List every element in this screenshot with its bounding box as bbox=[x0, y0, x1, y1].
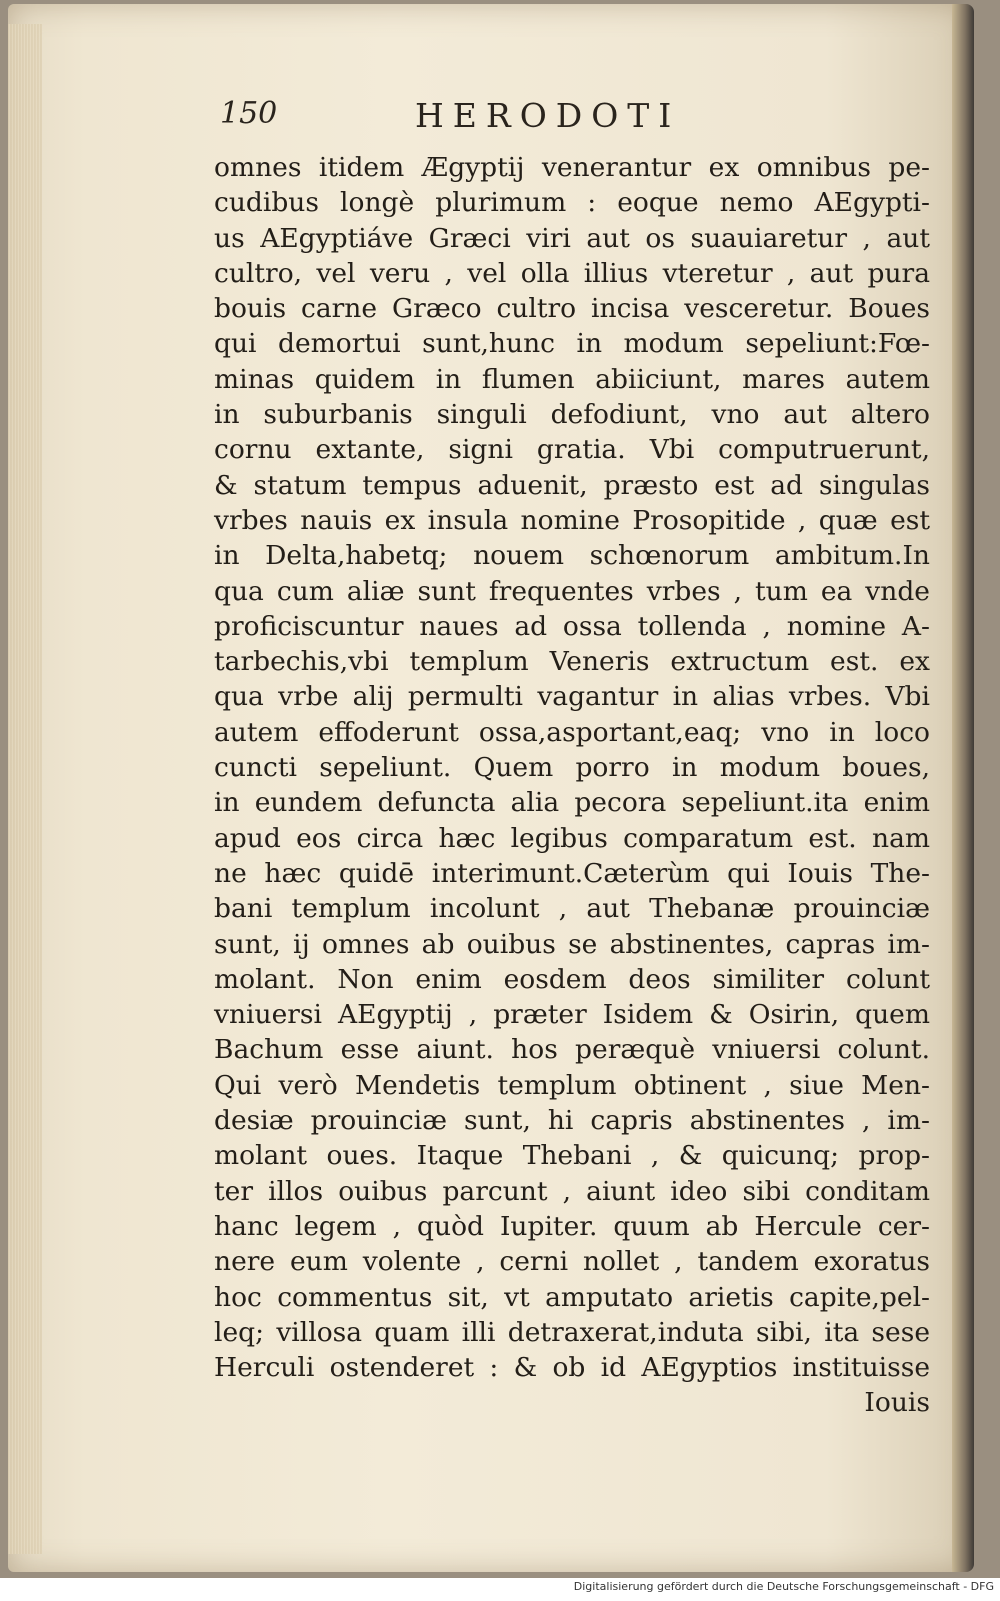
text-line: omnes itidem Ægyptij venerantur ex omnibus pe- bbox=[214, 152, 930, 183]
text-line: bouis carne Græco cultro incisa vesceretur. Boues bbox=[214, 293, 930, 325]
text-line: qua vrbe alij permulti vagantur in alias vrbes. Vbi bbox=[214, 681, 930, 713]
text-line: nere eum volente , cerni nollet , tandem exoratus bbox=[214, 1246, 930, 1278]
text-line: molant. Non enim eosdem deos similiter colunt bbox=[214, 963, 930, 995]
catchword: Iouis bbox=[864, 1387, 930, 1419]
text-line: qui demortui sunt,hunc in modum sepeliunt:Fœ- bbox=[214, 328, 930, 360]
text-line: us AEgyptiáve Græci viri aut os suauiaretur , aut bbox=[214, 222, 930, 254]
text-line: cultro, vel veru , vel olla illius vteretur , aut pura bbox=[214, 257, 930, 289]
text-line: desiæ prouinciæ sunt, hi capris abstinentes , im- bbox=[214, 1105, 930, 1137]
text-line: sunt, ij omnes ab ouibus se abstinentes, capras im- bbox=[214, 928, 930, 960]
text-line: in suburbanis singuli defodiunt, vno aut altero bbox=[214, 399, 930, 431]
running-title: HERODOTI bbox=[415, 96, 681, 135]
text-line: Qui verò Mendetis templum obtinent , siue Men- bbox=[214, 1069, 930, 1101]
text-line: & statum tempus aduenit, præsto est ad singulas bbox=[214, 469, 930, 501]
text-line: Herculi ostenderet : & ob id AEgyptios instituisse bbox=[214, 1352, 930, 1384]
text-line: apud eos circa hæc legibus comparatum est. nam bbox=[214, 822, 930, 854]
text-line: cuncti sepeliunt. Quem porro in modum boues, bbox=[214, 752, 930, 784]
binding-gutter bbox=[952, 4, 974, 1572]
text-line: molant oues. Itaque Thebani , & quicunq; prop- bbox=[214, 1140, 930, 1172]
running-head bbox=[200, 96, 940, 140]
text-line: hanc legem , quòd Iupiter. quum ab Hercule cer- bbox=[214, 1210, 930, 1242]
body-text bbox=[214, 150, 930, 1421]
text-line: minas quidem in flumen abiiciunt, mares autem bbox=[214, 363, 930, 395]
digitization-credit: Digitalisierung gefördert durch die Deutsche Forschungsgemeinschaft - DFG bbox=[573, 1580, 994, 1593]
text-line: cudibus longè plurimum : eoque nemo AEgypti- bbox=[214, 187, 930, 219]
text-line: in Delta,habetq; nouem schœnorum ambitum.In bbox=[214, 540, 930, 572]
text-line: tarbechis,vbi templum Veneris extructum est. ex bbox=[214, 646, 930, 678]
text-line: Bachum esse aiunt. hos peræquè vniuersi colunt. bbox=[214, 1034, 930, 1066]
page-stack-left-edge bbox=[8, 24, 42, 1554]
text-line: vrbes nauis ex insula nomine Prosopitide , quæ est bbox=[214, 504, 930, 536]
text-line: in eundem defuncta alia pecora sepeliunt.ita enim bbox=[214, 787, 930, 819]
text-line: ne hæc quidē interimunt.Cæterùm qui Iouis The- bbox=[214, 857, 930, 889]
text-line: ter illos ouibus parcunt , aiunt ideo sibi conditam bbox=[214, 1175, 930, 1207]
text-line: bani templum incolunt , aut Thebanæ prouinciæ bbox=[214, 893, 930, 925]
text-line: cornu extante, signi gratia. Vbi computruerunt, bbox=[214, 434, 930, 466]
text-line: qua cum aliæ sunt frequentes vrbes , tum ea vnde bbox=[214, 575, 930, 607]
text-line: proficiscuntur naues ad ossa tollenda , nomine A- bbox=[214, 610, 930, 642]
text-line: autem effoderunt ossa,asportant,eaq; vno in loco bbox=[214, 716, 930, 748]
page-number: 150 bbox=[220, 96, 278, 131]
text-line: leq; villosa quam illi detraxerat,induta sibi, ita sese bbox=[214, 1316, 930, 1348]
text-line: vniuersi AEgyptij , præter Isidem & Osirin, quem bbox=[214, 999, 930, 1031]
text-line: hoc commentus sit, vt amputato arietis capite,pel- bbox=[214, 1281, 930, 1313]
